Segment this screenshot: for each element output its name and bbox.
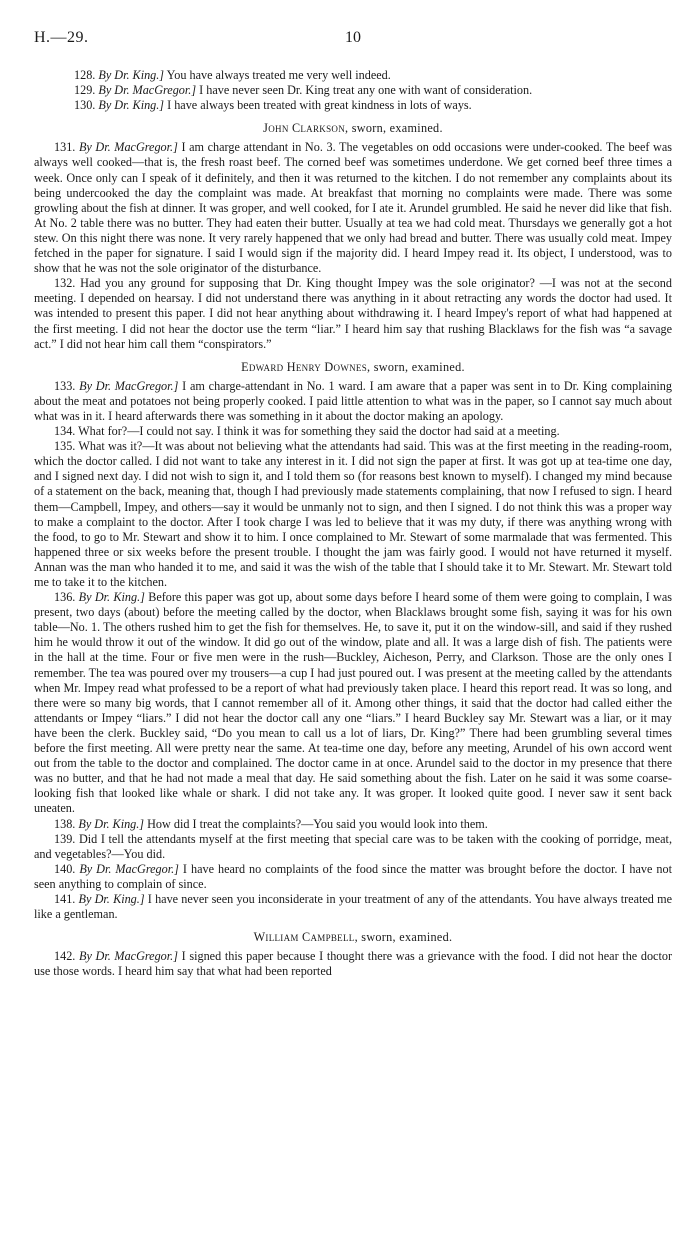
question-number: 134. [54, 424, 79, 439]
testimony-text: You have always treated me very well indeed. [164, 68, 391, 82]
question-number: 139. [54, 831, 79, 846]
examiner-attribution: By Dr. King.] [78, 816, 145, 831]
testimony-paragraph [34, 590, 672, 816]
examiner-attribution: By Dr. King.] [98, 68, 165, 82]
testimony-text: What for?—I could not say. I think it was for something they said the doctor had said at a meeting. [78, 424, 560, 439]
testimony-paragraph [34, 68, 672, 83]
testimony-paragraph [34, 949, 672, 979]
question-number: 132. [54, 276, 81, 291]
question-number: 133. [54, 378, 80, 393]
examiner-attribution: By Dr. MacGregor.] [79, 949, 178, 964]
examiner-attribution: By Dr. King.] [78, 891, 145, 906]
testimony-paragraph [34, 98, 672, 113]
testimony-text: I signed this paper because I thought there was a grievance with the food. I did not hear the doctor use those words. I heard him say that what had been reported [34, 949, 672, 979]
page-header [34, 30, 672, 58]
examiner-attribution: By Dr. MacGregor.] [79, 861, 179, 876]
question-number: 136. [54, 590, 79, 605]
document-body [34, 68, 672, 979]
testimony-text: Had you any ground for supposing that Dr. King thought Impey was the sole originator? —I was not at the second meeting. I depended on hearsay. I did not understand there was anything in it about retracting any words the doctor had used. It was intended to present this paper. I did not hear anything about withdrawing it. I heard Impey's report of what had happened at the first meeting. I did not hear the doctor use the term “liar.” I heard him say that rushing Blacklaws for the fish was “a savage act.” I did not hear him call them “conspirators.” [34, 276, 672, 351]
testimony-text: Did I tell the attendants myself at the first meeting that special care was to be taken with the cooking of porridge, meat, and vegetables?—You did. [34, 831, 672, 861]
witness-name: William Campbell [253, 930, 355, 945]
examiner-attribution: By Dr. King.] [98, 98, 165, 113]
examiner-attribution: By Dr. King.] [78, 590, 145, 605]
witness-heading [34, 930, 672, 945]
witness-name: Edward Henry Downes [241, 359, 368, 374]
page-number: 10 [345, 29, 361, 46]
question-number: 128. [74, 68, 99, 82]
testimony-text: How did I treat the complaints?—You said you would look into them. [144, 816, 488, 831]
report-code: H.—29. [34, 29, 89, 46]
testimony-paragraph [34, 276, 672, 351]
witness-status: , sworn, examined. [354, 930, 453, 945]
testimony-text: Before this paper was got up, about some days before I heard some of them were going to complain, I was present, two days (about) before the meeting called by the doctor, when Blacklaws brought some fish, saying it was for his own table—No. 1. The others rushed him to get the fish for themselves. He, to save it, put it on the window-sill, and said if they rushed him he would throw it out of the window. It did go out of the window, plate and all. It was a large dish of fish. The patients were in the hall at the time. Four or five men were in the rush—Buckley, Aicheson, Perry, and Clarkson. Those are the only ones I remember. The tea was poured over my trousers—a cup I had just poured out. I was present at the meeting called by the attendants when Mr. Impey read what professed to be a report of what had previously taken place. I heard this report read. It was so long, and there were so many big words, that I cannot remember all of it. Among other things, it said that the doctor had called either the attendants or Impey “liars.” I did not hear the doctor call any one “liars.” I heard Buckley say Mr. Stewart was a liar, or it may have been the clerk. Buckley said, “Do you mean to call us a lot of liars, Dr. King?” There had been grumbling several times before the first meeting. All were pretty near the same. At tea-time one day, before any meeting, Arundel of his own accord went out from the table to the doctor and complained. The doctor came in at once. Arundel said to the doctor in my presence that there was no butter, and that he had not made a meal that day. He said something about the fish. Later on he said it was some coarse-looking fish that looked like whale or shark. I did not take any. It was groper. It looked quite good. I never saw it sent back uneaten. [34, 590, 673, 816]
witness-heading [34, 121, 672, 136]
testimony-paragraph [34, 83, 672, 98]
testimony-text: I have never seen you inconsiderate in your treatment of any of the attendants. You have always treated me like a gentleman. [34, 891, 672, 922]
witness-heading [34, 360, 672, 375]
testimony-paragraph [34, 862, 672, 892]
testimony-paragraph [34, 892, 672, 922]
witness-name: John Clarkson [263, 121, 345, 136]
testimony-text: What was it?—It was about not believing what the attendants had said. This was at the first meeting in the reading-room, which the doctor called. I did not want to take any interest in it. I did not sign the paper at first. It was got up at tea-time one day, and I signed next day. I did not wish to sign it, and I told them so (for reasons best known to myself). I changed my mind because of a statement on the back, meaning that, though I had previously made statements complaining, that now I refused to sign. I heard them—Campbell, Impey, and others—say it would be unmanly not to sign, and then I signed. I do not think this was a proper way to make a complaint to the doctor. After I took charge I was led to believe that it was my duty, if there was anything wrong with the food, to go to Mr. Stewart and show it to him. I once complained to Mr. Stewart of some marmalade that was fermented. This happened three or six weeks before the present trouble. I thought the jam was fairly good. I would not have returned it myself. Annan was the man who handed it to me, and said it was the wish of the table that I should take it to Mr. Stewart. Mr. Stewart told me to take it to the kitchen. [34, 439, 672, 589]
testimony-paragraph [34, 832, 672, 862]
witness-status: , sworn, examined. [367, 359, 465, 374]
question-number: 131. [54, 140, 79, 155]
examiner-attribution: By Dr. MacGregor.] [78, 140, 178, 155]
testimony-text: I am charge-attendant in No. 1 ward. I am aware that a paper was sent in to Dr. King complaining about the meat and potatoes not being properly cooked. I paid little attention to what was in the paper, so I cannot say much about what was in it. I heard afterwards there was something in it about the doctor making an apology. [34, 378, 672, 423]
examiner-attribution: By Dr. MacGregor.] [98, 83, 197, 98]
question-number: 141. [54, 891, 79, 906]
witness-status: , sworn, examined. [345, 121, 443, 136]
question-number: 140. [54, 861, 80, 876]
testimony-text: I have always been treated with great kindness in lots of ways. [164, 98, 472, 113]
testimony-paragraph [34, 140, 672, 276]
question-number: 138. [54, 816, 79, 831]
examiner-attribution: By Dr. MacGregor.] [79, 378, 179, 393]
testimony-paragraph [34, 379, 672, 424]
question-number: 135. [54, 439, 79, 454]
testimony-text: I have never seen Dr. King treat any one with want of consideration. [196, 83, 533, 98]
testimony-paragraph [34, 424, 672, 439]
question-number: 129. [74, 83, 99, 98]
question-number: 142. [54, 949, 79, 964]
testimony-paragraph [34, 439, 672, 590]
question-number: 130. [74, 98, 99, 113]
testimony-paragraph [34, 817, 672, 832]
testimony-text: I am charge attendant in No. 3. The vegetables on odd occasions were under-cooked. The beef was always well cooked—that is, the fresh roast beef. The corned beef was sometimes underdone. We get corned beef three times a week. Once only can I speak of it definitely, and then it was returned to the kitchen. I do not remember any complaints about its being undercooked the day the complaint was made. At breakfast that morning no complaints were made. There was some growling about the fish at dinner. It was groper, and well cooked, for I ate it. Arundel grumbled. He said he never did like that fish. At No. 2 table there was no butter. They had eaten their butter. Usually at tea we had cold meat. Thursdays we generally got a hot stew. On this night there was none. It very rarely happened that we only had bread and butter. There was usually cold meat. Impey fetched in the paper for signature. I said I would sign if the majority did. I heard Impey read it. Its object, I understood, was to show that he was not the sole originator of the disturbance. [34, 140, 673, 276]
testimony-text: I have heard no complaints of the food since the matter was brought before the doctor. I have not seen anything to complain of since. [34, 861, 673, 891]
